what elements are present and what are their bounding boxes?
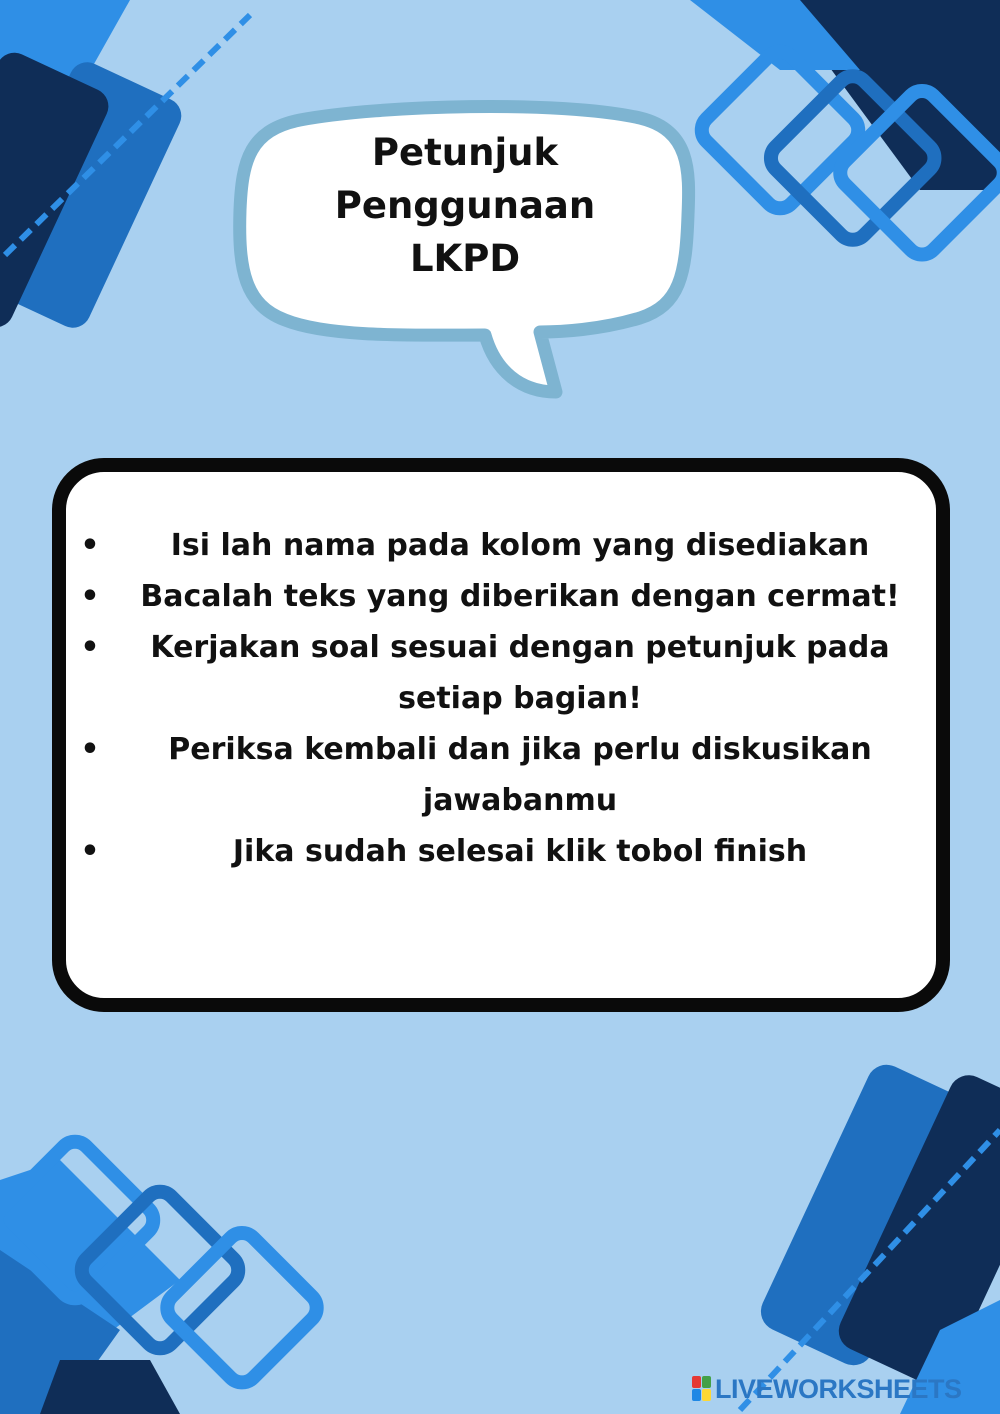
- bullet-icon: •: [80, 732, 100, 767]
- title-line-3: LKPD: [409, 237, 521, 280]
- instruction-text: Jika sudah selesai klik tobol finish: [232, 834, 808, 869]
- bullet-icon: •: [80, 528, 100, 563]
- instruction-list: [75, 520, 925, 877]
- page-title: [290, 126, 640, 285]
- list-item: [75, 622, 925, 724]
- instruction-text: Periksa kembali dan jika perlu diskusikan jawabanmu: [168, 732, 872, 818]
- bullet-icon: •: [80, 630, 100, 665]
- title-line-1: Petunjuk: [371, 131, 559, 174]
- instruction-text: Isi lah nama pada kolom yang disediakan: [170, 528, 870, 563]
- list-item: [75, 826, 925, 877]
- bottom-left-shapes: [0, 1135, 323, 1414]
- liveworksheets-icon: [692, 1376, 712, 1402]
- bullet-icon: •: [80, 834, 100, 869]
- top-left-shapes: [0, 0, 250, 334]
- top-right-shapes: [690, 0, 1000, 261]
- list-item: [75, 571, 925, 622]
- list-item: [75, 520, 925, 571]
- instruction-text: Bacalah teks yang diberikan dengan cermat!: [140, 579, 900, 614]
- logo-text: LIVEWORKSHEETS: [715, 1373, 962, 1404]
- instruction-text: Kerjakan soal sesuai dengan petunjuk pada setiap bagian!: [150, 630, 890, 716]
- bottom-right-shapes: [740, 1058, 1000, 1414]
- list-item: [75, 724, 925, 826]
- bullet-icon: •: [80, 579, 100, 614]
- liveworksheets-logo[interactable]: [692, 1372, 962, 1406]
- title-line-2: Penggunaan: [334, 184, 596, 227]
